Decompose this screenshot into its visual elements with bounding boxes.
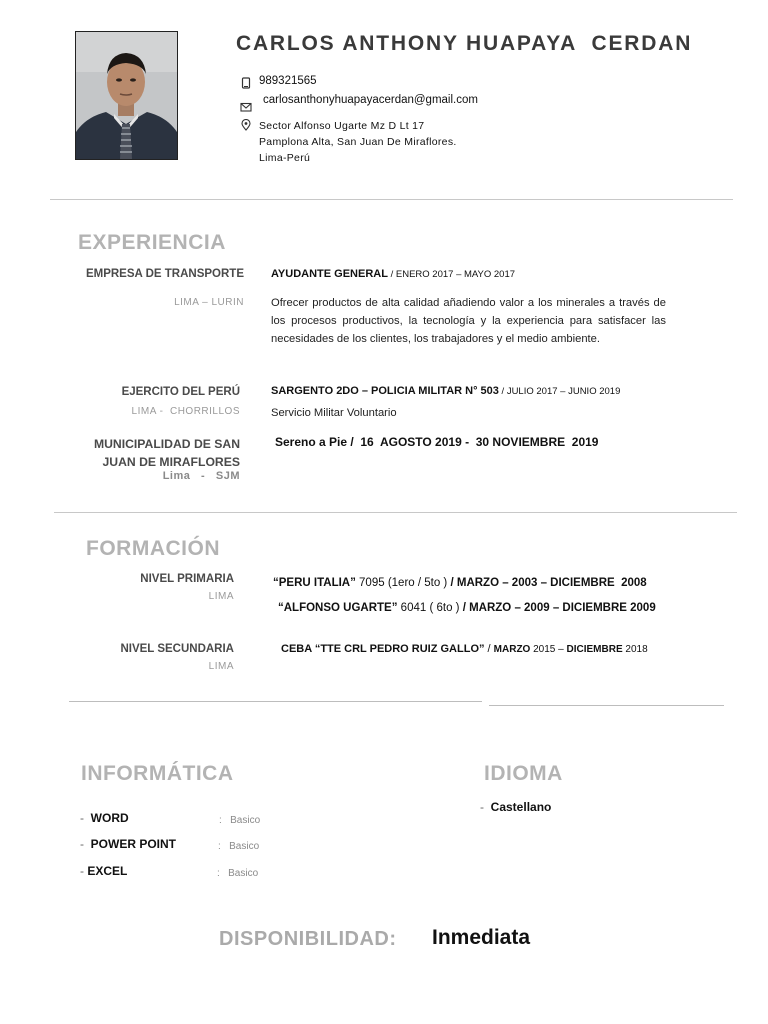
experience-org: JUAN DE MIRAFLORES	[102, 455, 240, 469]
education-entry	[281, 643, 648, 655]
divider	[69, 701, 482, 702]
role-dates: / ENERO 2017 – MAYO 2017	[387, 269, 516, 280]
experience-place: Lima - SJM	[162, 470, 240, 482]
education-level: NIVEL PRIMARIA	[140, 573, 234, 585]
school-name: “ALFONSO UGARTE”	[278, 602, 398, 614]
experience-place: LIMA - CHORRILLOS	[131, 406, 240, 417]
divider	[50, 199, 733, 200]
education-place: LIMA	[208, 661, 234, 672]
school-dates: 2015 –	[530, 644, 567, 655]
school-name: CEBA “TTE CRL PEDRO RUIZ GALLO”	[281, 643, 485, 655]
skill-name: WORD	[90, 811, 129, 825]
experience-org: EJERCITO DEL PERÚ	[121, 386, 240, 398]
phone-icon	[240, 76, 252, 94]
school-dates: 2018	[622, 644, 648, 655]
skill-name: EXCEL	[87, 864, 128, 878]
person-photo-icon	[76, 32, 177, 159]
education-place: LIMA	[208, 591, 234, 602]
role-dates: / JULIO 2017 – JUNIO 2019	[498, 386, 621, 397]
location-pin-icon	[240, 118, 252, 136]
language-name: Castellano	[490, 800, 552, 814]
experience-description: Servicio Militar Voluntario	[271, 407, 397, 419]
divider	[54, 512, 737, 513]
skill-level: : Basico	[218, 841, 260, 852]
school-dates: / MARZO – 2009 – DICIEMBRE 2009	[462, 602, 656, 614]
education-entry	[278, 602, 656, 614]
informatica-title: INFORMÁTICA	[81, 762, 234, 785]
skill-item: - POWER POINT	[80, 837, 177, 851]
school-dates: DICIEMBRE	[566, 644, 623, 655]
availability-label: DISPONIBILIDAD:	[219, 928, 397, 950]
school-dates: MARZO	[493, 644, 531, 655]
skill-item: - EXCEL	[80, 864, 128, 878]
address-line: Sector Alfonso Ugarte Mz D Lt 17	[259, 120, 425, 132]
role-title: AYUDANTE GENERAL	[271, 268, 388, 280]
school-detail: 7095 (1ero / 5to )	[355, 577, 451, 589]
divider	[489, 705, 724, 706]
address	[259, 118, 457, 166]
skill-level: : Basico	[217, 868, 259, 879]
school-detail: 6041 ( 6to )	[397, 602, 463, 614]
idioma-title: IDIOMA	[484, 762, 563, 785]
skill-level: : Basico	[219, 815, 261, 826]
experience-description: Ofrecer productos de alta calidad añadiendo valor a los minerales a través de los procesos productivos, la tecnología y la experiencia para satisfacer las necesidades de los clientes, los trabajadores y el medio ambiente.	[271, 297, 666, 345]
experience-role	[271, 385, 620, 397]
email-icon	[240, 100, 252, 118]
school-name: “PERU ITALIA”	[273, 577, 356, 589]
address-line: Pamplona Alta, San Juan De Miraflores.	[259, 136, 457, 148]
education-level: NIVEL SECUNDARIA	[120, 643, 234, 655]
school-dates: / MARZO – 2003 – DICIEMBRE 2008	[450, 577, 647, 589]
school-separator: /	[484, 643, 494, 655]
role-title: SARGENTO 2DO – POLICIA MILITAR N° 503	[271, 385, 499, 397]
skill-name: POWER POINT	[90, 837, 177, 851]
availability-value: Inmediata	[432, 926, 531, 949]
address-line: Lima-Perú	[259, 152, 311, 164]
experience-org: EMPRESA DE TRANSPORTE	[85, 268, 244, 280]
profile-photo	[75, 31, 178, 160]
experience-org: MUNICIPALIDAD DE SAN	[93, 437, 240, 451]
education-entry	[273, 577, 647, 589]
experiencia-title: EXPERIENCIA	[78, 231, 226, 254]
experience-role	[271, 268, 515, 280]
phone-number: 989321565	[259, 75, 317, 87]
experience-role: Sereno a Pie / 16 AGOSTO 2019 - 30 NOVIEMBRE 2019	[275, 435, 599, 449]
full-name: CARLOS ANTHONY HUAPAYA CERDAN	[236, 32, 693, 55]
formacion-title: FORMACIÓN	[86, 537, 220, 560]
skill-item: - WORD	[80, 811, 129, 825]
language-item: - Castellano	[480, 800, 552, 814]
experience-place: LIMA – LURIN	[174, 297, 244, 308]
email-link[interactable]: carlosanthonyhuapayacerdan@gmail.com	[263, 94, 478, 106]
